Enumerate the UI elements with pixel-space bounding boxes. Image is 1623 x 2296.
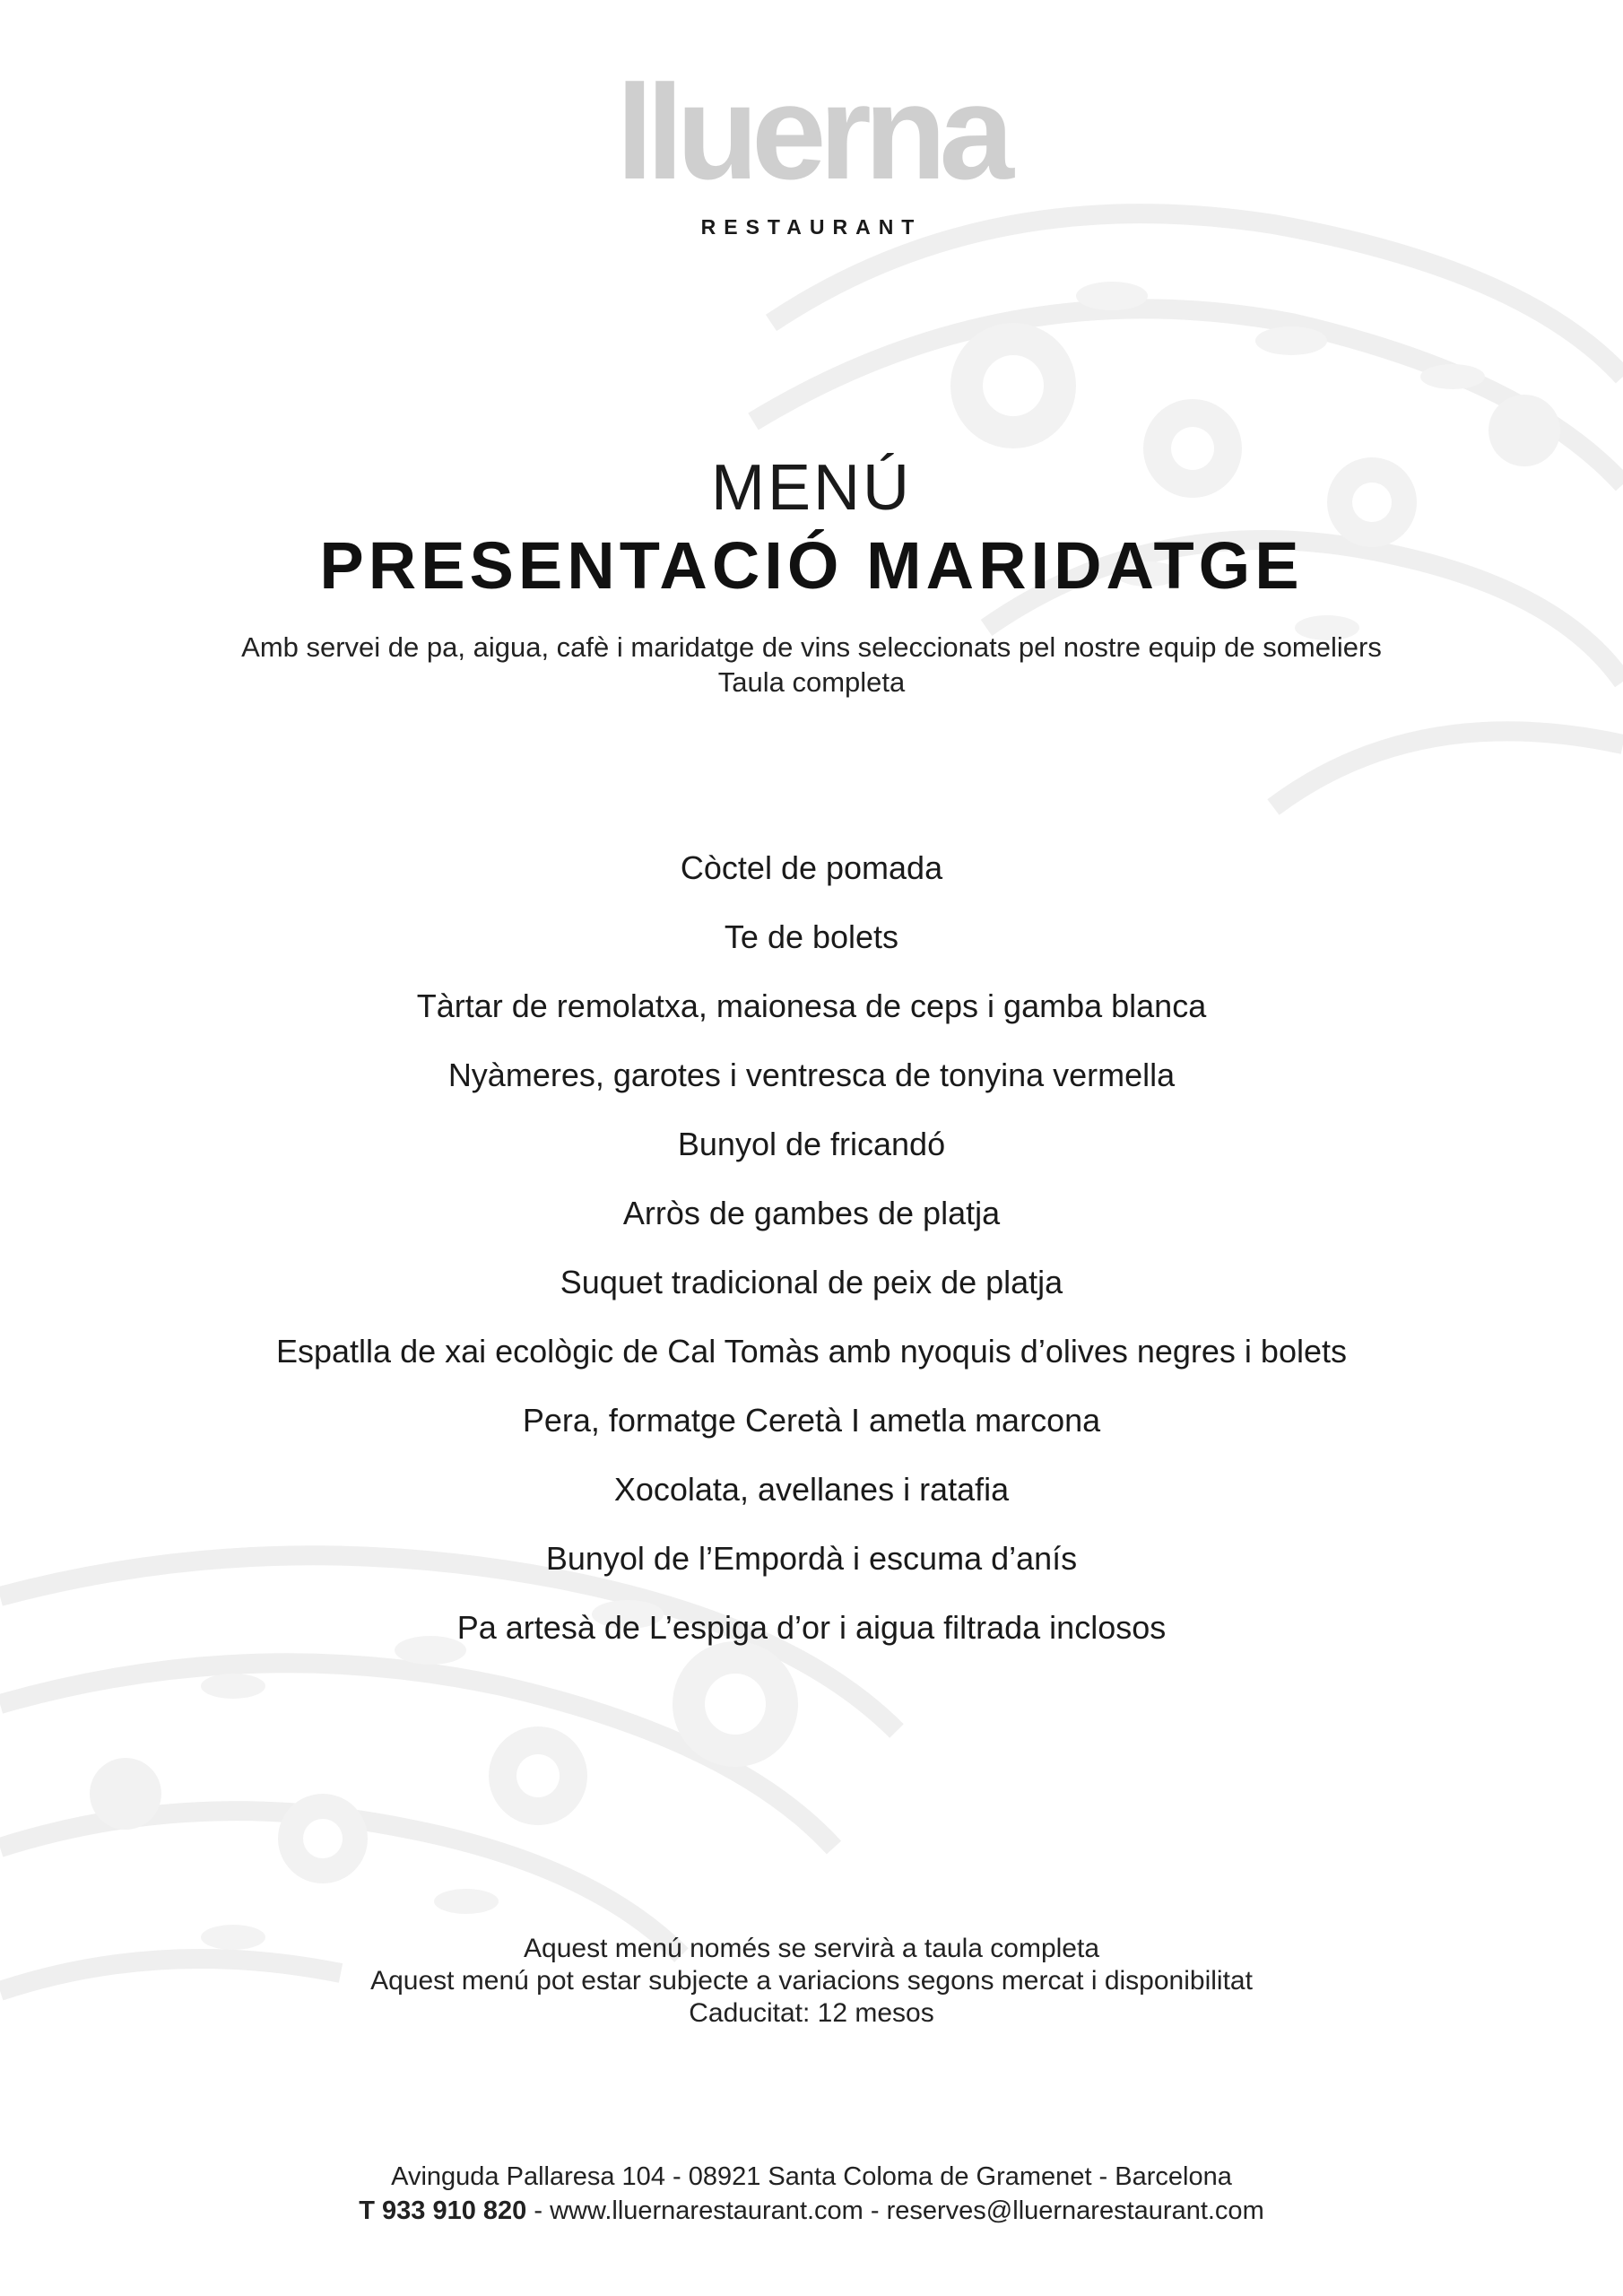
dish-item: Suquet tradicional de peix de platja [560, 1264, 1063, 1300]
note-line: Aquest menú només se servirà a taula completa [524, 1934, 1099, 1963]
footer-contact [0, 2194, 1623, 2228]
dish-item: Espatlla de xai ecològic de Cal Tomàs amb nyoquis d’olives negres i bolets [276, 1333, 1347, 1370]
note-line: Caducitat: 12 mesos [689, 1998, 934, 2028]
dish-item: Bunyol de fricandó [677, 1126, 946, 1162]
dish-item: Pa artesà de L’espiga d’or i aigua filtrada inclosos [456, 1609, 1167, 1646]
dish-item: Te de bolets [724, 918, 899, 955]
footer-phone: T 933 910 820 [359, 2196, 527, 2225]
restaurant-logo: lluerna [616, 57, 1007, 207]
dish-list [0, 848, 1623, 1677]
footer-web-email: - www.lluernarestaurant.com - reserves@lluernarestaurant.com [526, 2196, 1264, 2225]
menu-intro [0, 630, 1623, 700]
dish-item: Tàrtar de remolatxa, maionesa de ceps i gamba blanca [416, 987, 1207, 1024]
dish-item: Xocolata, avellanes i ratafia [613, 1471, 1010, 1508]
footer [0, 2160, 1623, 2228]
dish-item: Pera, formatge Ceretà I ametla marcona [522, 1402, 1101, 1439]
dish-item: Arròs de gambes de platja [622, 1195, 1001, 1231]
logo-subtitle: RESTAURANT [700, 215, 923, 239]
dish-item: Bunyol de l’Empordà i escuma d’anís [545, 1540, 1078, 1577]
intro-line: Amb servei de pa, aigua, cafè i maridatge de vins seleccionats pel nostre equip de someliers [241, 631, 1382, 663]
intro-line: Taula completa [717, 666, 906, 698]
footer-address: Avinguda Pallaresa 104 - 08921 Santa Coloma de Gramenet - Barcelona [391, 2162, 1232, 2191]
dish-item: Nyàmeres, garotes i ventresca de tonyina vermella [447, 1057, 1176, 1093]
dish-item: Còctel de pomada [680, 849, 943, 886]
menu-notes [0, 1933, 1623, 2030]
note-line: Aquest menú pot estar subjecte a variacions segons mercat i disponibilitat [370, 1966, 1253, 1996]
menu-title: MENÚ [711, 452, 912, 524]
menu-subtitle: PRESENTACIÓ MARIDATGE [319, 528, 1304, 603]
